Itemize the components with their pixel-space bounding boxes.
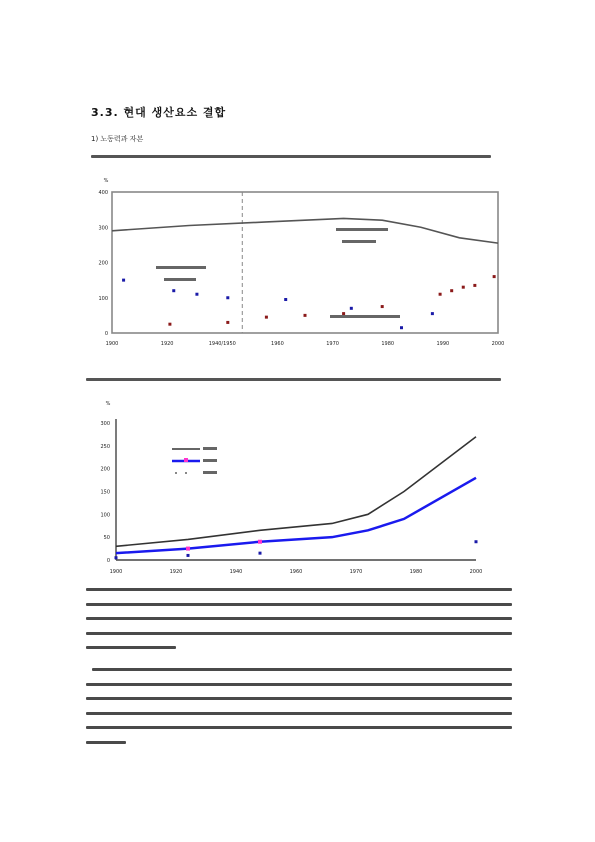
chart1-point-2 xyxy=(381,305,384,308)
page-title-text: 3.3. 현대 생산요소 결합 xyxy=(91,106,227,119)
chart2-ytick: 100 xyxy=(100,512,110,519)
paragraph-2 xyxy=(86,668,512,755)
annotation-label-1b xyxy=(164,278,196,281)
legend-label-2 xyxy=(203,459,217,462)
chart1-point-2 xyxy=(342,312,345,315)
chart1-point-1 xyxy=(431,312,434,315)
annotation-label-2 xyxy=(336,228,388,231)
chart1-xtick: 1920 xyxy=(160,341,174,347)
chart1-caption xyxy=(91,155,491,158)
legend-dot-3 xyxy=(175,472,177,474)
chart1-point-2 xyxy=(226,321,229,324)
chart1-xtick: 1940/1950 xyxy=(208,341,236,347)
chart2-point-2 xyxy=(115,556,118,559)
annotation-label-2b xyxy=(342,240,376,243)
chart2-point-2 xyxy=(259,552,262,555)
chart1-xtick: 1990 xyxy=(436,341,450,347)
legend-label-1 xyxy=(203,447,217,450)
chart1-point-1 xyxy=(122,279,125,282)
chart2-series-line-0 xyxy=(116,437,476,547)
chart1-xtick: 1960 xyxy=(271,341,284,347)
chart1-xtick: 1980 xyxy=(381,341,395,347)
chart1-point-1 xyxy=(195,293,198,296)
chart2-ylabel: % xyxy=(105,401,111,407)
chart-1 xyxy=(86,170,516,350)
chart2-xtick: 1940 xyxy=(229,569,243,575)
chart1-point-1 xyxy=(172,289,175,292)
chart1-ylabel: % xyxy=(103,178,109,184)
chart2-marker xyxy=(186,547,190,551)
chart1-series-line-0 xyxy=(112,218,498,243)
chart1-point-1 xyxy=(350,307,353,310)
legend-label-3 xyxy=(203,471,217,474)
chart1-ytick: 300 xyxy=(98,225,108,232)
page-title xyxy=(91,101,291,119)
chart1-point-2 xyxy=(462,286,465,289)
annotation-label-1 xyxy=(156,266,206,269)
chart2-point-2 xyxy=(475,540,478,543)
chart1-ytick: 400 xyxy=(98,190,108,196)
chart1-xtick: 2000 xyxy=(491,341,505,347)
chart1-ytick: 100 xyxy=(98,295,108,302)
chart1-xtick: 1900 xyxy=(105,341,119,347)
chart2-ytick: 300 xyxy=(100,421,110,427)
chart1-point-2 xyxy=(473,284,476,287)
chart1-ytick: 200 xyxy=(98,260,108,267)
chart2-ytick: 50 xyxy=(103,535,110,542)
annotation-label-3 xyxy=(330,315,400,318)
chart2-xtick: 1960 xyxy=(289,569,303,575)
chart2-ytick: 200 xyxy=(100,466,110,473)
chart1-frame xyxy=(112,192,498,333)
chart2-point-2 xyxy=(187,554,190,557)
chart2-xtick: 1920 xyxy=(169,569,183,575)
paragraph-1 xyxy=(86,588,512,661)
chart1-xtick: 1970 xyxy=(326,341,339,347)
legend-dot-3b xyxy=(185,472,187,474)
chart1-point-2 xyxy=(450,289,453,292)
chart1-point-2 xyxy=(168,323,171,326)
section-label: 1) 노동력과 자본 xyxy=(91,135,144,143)
chart1-point-2 xyxy=(304,314,307,317)
chart2-xtick: 1970 xyxy=(349,569,363,575)
chart1-point-2 xyxy=(265,316,268,319)
chart1-point-2 xyxy=(439,293,442,296)
chart1-point-1 xyxy=(284,298,287,301)
chart1-point-2 xyxy=(493,275,496,278)
chart2-ytick: 250 xyxy=(100,443,110,450)
chart2-xtick: 1980 xyxy=(409,569,423,575)
chart2-caption xyxy=(86,378,501,381)
chart-2 xyxy=(86,395,516,580)
chart2-marker xyxy=(258,540,262,544)
chart1-point-1 xyxy=(400,326,403,329)
chart2-xtick: 2000 xyxy=(469,569,483,575)
legend-marker-2 xyxy=(184,458,188,462)
chart2-ytick: 0 xyxy=(106,558,110,564)
chart1-point-1 xyxy=(226,296,229,299)
chart2-xtick: 1900 xyxy=(109,569,123,575)
chart2-ytick: 150 xyxy=(100,489,110,496)
chart1-ytick: 0 xyxy=(104,331,108,337)
